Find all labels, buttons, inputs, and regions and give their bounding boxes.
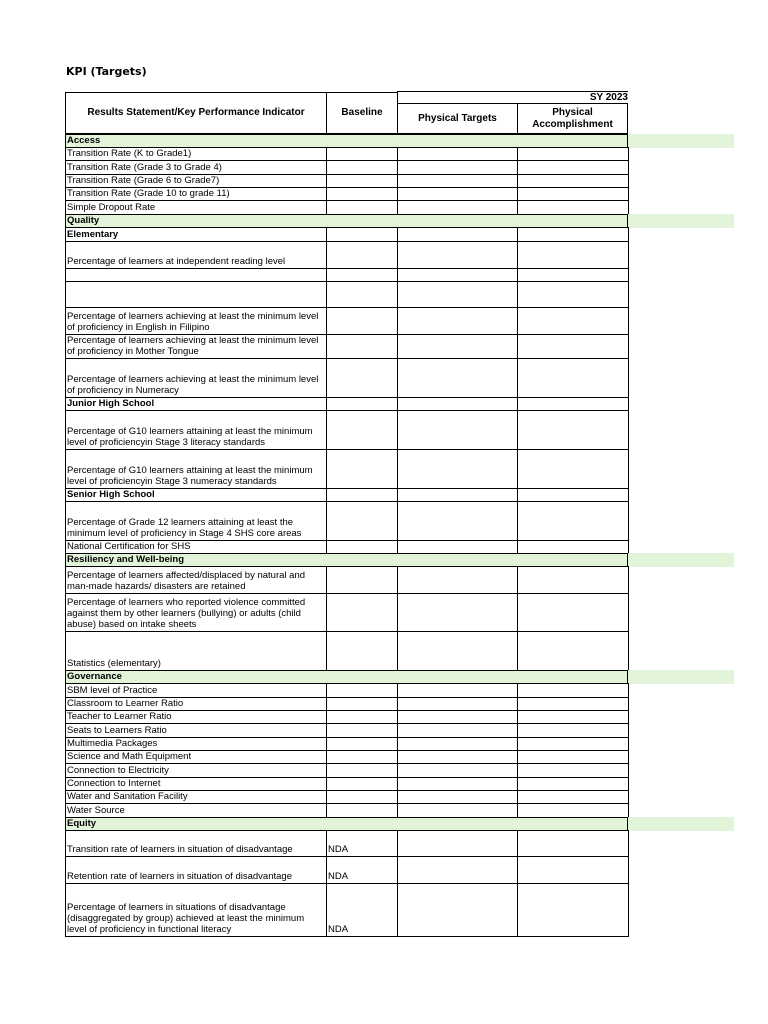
- physical-accomplishment-cell: [517, 803, 629, 818]
- physical-accomplishment-cell: [517, 449, 629, 489]
- physical-targets-cell: [397, 697, 518, 711]
- baseline-cell: [326, 397, 398, 411]
- physical-accomplishment-cell: [517, 683, 629, 698]
- physical-targets-cell: [397, 631, 518, 671]
- physical-targets-cell: [397, 449, 518, 489]
- physical-targets-cell: [397, 187, 518, 201]
- physical-targets-cell: [397, 540, 518, 554]
- baseline-cell: [326, 160, 398, 175]
- section-header: Resiliency and Well-being: [65, 553, 628, 567]
- indicator-cell: Percentage of learners at independent reading level: [65, 241, 327, 269]
- physical-accomplishment-cell: [517, 883, 629, 937]
- indicator-cell: [65, 281, 327, 308]
- indicator-cell: Transition Rate (K to Grade1): [65, 147, 327, 161]
- baseline-cell: [326, 187, 398, 201]
- baseline-cell: [326, 307, 398, 335]
- indicator-cell: Retention rate of learners in situation of disadvantage: [65, 856, 327, 884]
- physical-targets-cell: [397, 750, 518, 764]
- baseline-cell: NDA: [326, 856, 398, 884]
- indicator-cell: SBM level of Practice: [65, 683, 327, 698]
- indicator-cell: Percentage of learners achieving at least the minimum level of proficiency in Numeracy: [65, 358, 327, 398]
- physical-accomplishment-cell: [517, 750, 629, 764]
- physical-accomplishment-cell: [517, 334, 629, 359]
- header-indicator: Results Statement/Key Performance Indicator: [65, 92, 327, 134]
- indicator-cell: Percentage of learners achieving at least the minimum level of proficiency in English in Filipino: [65, 307, 327, 335]
- section-band: [628, 134, 734, 148]
- section-header: Access: [65, 134, 628, 148]
- physical-accomplishment-cell: [517, 241, 629, 269]
- physical-targets-cell: [397, 281, 518, 308]
- physical-targets-cell: [397, 737, 518, 751]
- physical-accomplishment-cell: [517, 281, 629, 308]
- baseline-cell: [326, 281, 398, 308]
- baseline-cell: [326, 777, 398, 791]
- indicator-cell: Simple Dropout Rate: [65, 200, 327, 215]
- physical-targets-cell: [397, 683, 518, 698]
- indicator-cell: Transition rate of learners in situation of disadvantage: [65, 830, 327, 857]
- section-header: Quality: [65, 214, 628, 228]
- baseline-cell: [326, 268, 398, 282]
- page-title: KPI (Targets): [66, 65, 147, 78]
- physical-targets-cell: [397, 268, 518, 282]
- indicator-cell: Transition Rate (Grade 10 to grade 11): [65, 187, 327, 201]
- section-header: Governance: [65, 670, 628, 684]
- indicator-cell: Transition Rate (Grade 6 to Grade7): [65, 174, 327, 188]
- physical-targets-cell: [397, 334, 518, 359]
- physical-targets-cell: [397, 710, 518, 724]
- indicator-cell: Water Source: [65, 803, 327, 818]
- physical-targets-cell: [397, 397, 518, 411]
- indicator-cell: Transition Rate (Grade 3 to Grade 4): [65, 160, 327, 175]
- indicator-cell: Connection to Electricity: [65, 763, 327, 778]
- physical-accomplishment-cell: [517, 763, 629, 778]
- physical-accomplishment-cell: [517, 697, 629, 711]
- baseline-cell: [326, 566, 398, 594]
- physical-accomplishment-cell: [517, 488, 629, 502]
- baseline-cell: [326, 174, 398, 188]
- indicator-cell: Percentage of learners in situations of disadvantage (disaggregated by group) achieved at least the minimum level of proficiency in functional literacy: [65, 883, 327, 937]
- physical-targets-cell: [397, 501, 518, 541]
- header-physical-accomplishment: Physical Accomplishment: [517, 103, 628, 134]
- physical-accomplishment-cell: [517, 566, 629, 594]
- physical-targets-cell: [397, 856, 518, 884]
- physical-targets-cell: [397, 160, 518, 175]
- physical-targets-cell: [397, 358, 518, 398]
- physical-accomplishment-cell: [517, 200, 629, 215]
- header-baseline: Baseline: [326, 92, 398, 134]
- baseline-cell: [326, 593, 398, 632]
- section-band: [628, 553, 734, 567]
- physical-accomplishment-cell: [517, 160, 629, 175]
- physical-targets-cell: [397, 488, 518, 502]
- baseline-cell: NDA: [326, 883, 398, 937]
- physical-accomplishment-cell: [517, 147, 629, 161]
- physical-accomplishment-cell: [517, 777, 629, 791]
- indicator-cell: Percentage of Grade 12 learners attaining at least the minimum level of proficiency in Stage 4 SHS core areas: [65, 501, 327, 541]
- physical-accomplishment-cell: [517, 174, 629, 188]
- subsection-label: Senior High School: [65, 488, 327, 502]
- physical-targets-cell: [397, 200, 518, 215]
- physical-targets-cell: [397, 307, 518, 335]
- indicator-cell: Classroom to Learner Ratio: [65, 697, 327, 711]
- indicator-cell: Percentage of G10 learners attaining at least the minimum level of proficiencyin Stage 3 numeracy standards: [65, 449, 327, 489]
- section-header: Equity: [65, 817, 628, 831]
- physical-accomplishment-cell: [517, 540, 629, 554]
- physical-accomplishment-cell: [517, 268, 629, 282]
- physical-accomplishment-cell: [517, 227, 629, 242]
- baseline-cell: [326, 501, 398, 541]
- subsection-label: Elementary: [65, 227, 327, 242]
- physical-targets-cell: [397, 883, 518, 937]
- baseline-cell: [326, 449, 398, 489]
- baseline-cell: [326, 763, 398, 778]
- physical-targets-cell: [397, 790, 518, 804]
- baseline-cell: [326, 790, 398, 804]
- physical-targets-cell: [397, 763, 518, 778]
- subsection-label: Junior High School: [65, 397, 327, 411]
- physical-accomplishment-cell: [517, 710, 629, 724]
- baseline-cell: [326, 227, 398, 242]
- baseline-cell: [326, 683, 398, 698]
- baseline-cell: [326, 737, 398, 751]
- physical-accomplishment-cell: [517, 307, 629, 335]
- baseline-cell: [326, 697, 398, 711]
- physical-accomplishment-cell: [517, 737, 629, 751]
- section-band: [628, 670, 734, 684]
- baseline-cell: [326, 488, 398, 502]
- physical-targets-cell: [397, 777, 518, 791]
- baseline-cell: [326, 147, 398, 161]
- physical-accomplishment-cell: [517, 397, 629, 411]
- baseline-cell: [326, 334, 398, 359]
- physical-accomplishment-cell: [517, 187, 629, 201]
- physical-targets-cell: [397, 566, 518, 594]
- physical-targets-cell: [397, 803, 518, 818]
- section-band: [628, 817, 734, 831]
- physical-targets-cell: [397, 147, 518, 161]
- baseline-cell: [326, 200, 398, 215]
- physical-targets-cell: [397, 593, 518, 632]
- baseline-cell: [326, 631, 398, 671]
- indicator-cell: Statistics (elementary): [65, 631, 327, 671]
- indicator-cell: Multimedia Packages: [65, 737, 327, 751]
- baseline-cell: [326, 803, 398, 818]
- physical-targets-cell: [397, 227, 518, 242]
- baseline-cell: [326, 710, 398, 724]
- baseline-cell: NDA: [326, 830, 398, 857]
- baseline-cell: [326, 750, 398, 764]
- indicator-cell: Percentage of learners who reported violence committed against them by other learners (bullying) or adults (child abuse) based on intake sheets: [65, 593, 327, 632]
- physical-accomplishment-cell: [517, 856, 629, 884]
- physical-targets-cell: [397, 830, 518, 857]
- indicator-cell: Water and Sanitation Facility: [65, 790, 327, 804]
- physical-accomplishment-cell: [517, 723, 629, 738]
- indicator-cell: Science and Math Equipment: [65, 750, 327, 764]
- indicator-cell: [65, 268, 327, 282]
- physical-accomplishment-cell: [517, 631, 629, 671]
- section-band: [628, 214, 734, 228]
- indicator-cell: Teacher to Learner Ratio: [65, 710, 327, 724]
- indicator-cell: Percentage of G10 learners attaining at least the minimum level of proficiencyin Stage 3 literacy standards: [65, 410, 327, 450]
- physical-accomplishment-cell: [517, 358, 629, 398]
- baseline-cell: [326, 358, 398, 398]
- baseline-cell: [326, 241, 398, 269]
- baseline-cell: [326, 410, 398, 450]
- physical-targets-cell: [397, 174, 518, 188]
- physical-targets-cell: [397, 410, 518, 450]
- indicator-cell: Connection to Internet: [65, 777, 327, 791]
- physical-targets-cell: [397, 241, 518, 269]
- physical-targets-cell: [397, 723, 518, 738]
- baseline-cell: [326, 723, 398, 738]
- physical-accomplishment-cell: [517, 501, 629, 541]
- baseline-cell: [326, 540, 398, 554]
- physical-accomplishment-cell: [517, 830, 629, 857]
- indicator-cell: Percentage of learners affected/displaced by natural and man-made hazards/ disasters are retained: [65, 566, 327, 594]
- physical-accomplishment-cell: [517, 790, 629, 804]
- indicator-cell: Seats to Learners Ratio: [65, 723, 327, 738]
- indicator-cell: National Certification for SHS: [65, 540, 327, 554]
- header-physical-targets: Physical Targets: [397, 103, 518, 134]
- physical-accomplishment-cell: [517, 593, 629, 632]
- physical-accomplishment-cell: [517, 410, 629, 450]
- school-year-label: SY 2023: [397, 91, 628, 103]
- indicator-cell: Percentage of learners achieving at least the minimum level of proficiency in Mother Tongue: [65, 334, 327, 359]
